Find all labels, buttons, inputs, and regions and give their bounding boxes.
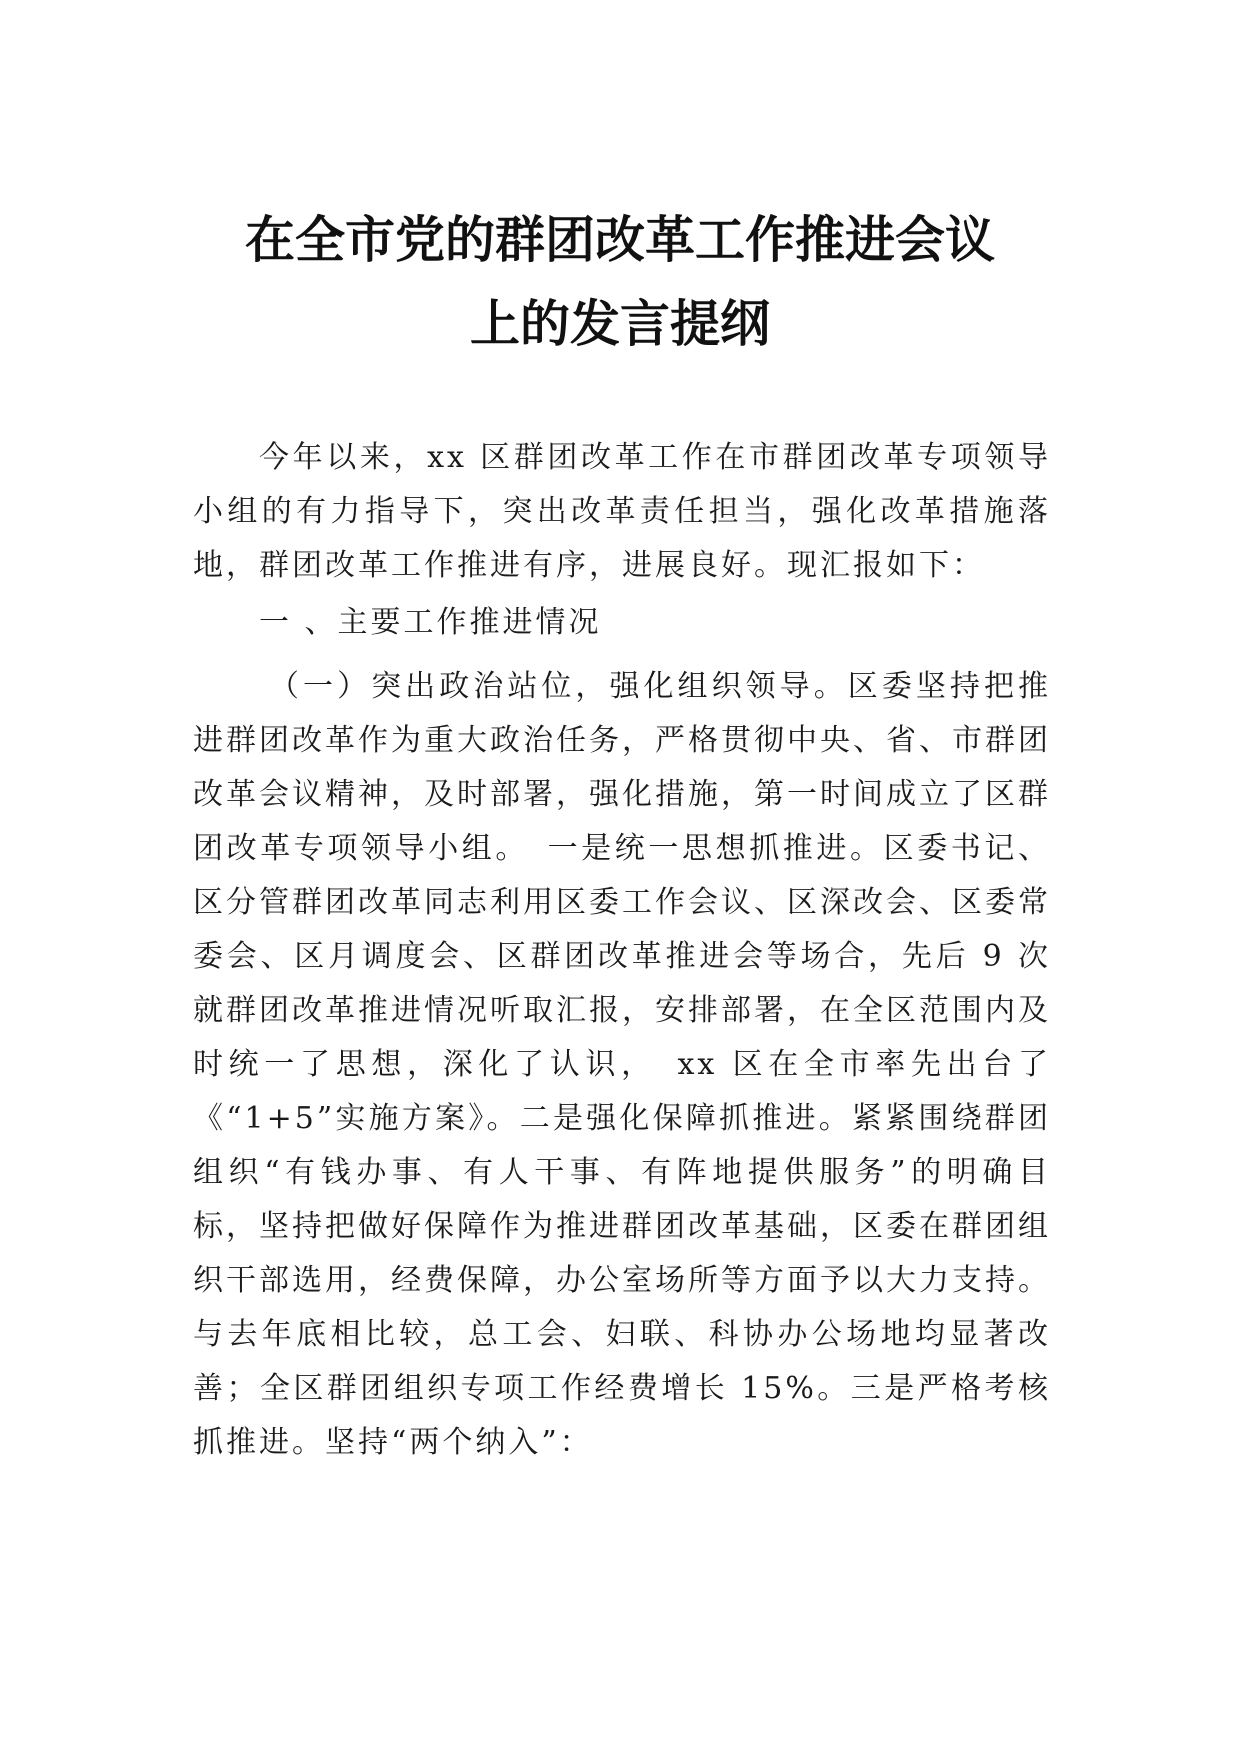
intro-paragraph: 今年以来，xx 区群团改革工作在市群团改革专项领导小组的有力指导下，突出改革责任担当，强化改革措施落地，群团改革工作推进有序，进展良好。现汇报如下： (193, 440, 1051, 583)
document-title (0, 198, 1240, 366)
title-line-1: 在全市党的群团改革工作推进会议 (245, 211, 995, 269)
section-heading-block (193, 596, 1051, 650)
intro-paragraph-block (193, 431, 1051, 593)
section-heading: 一 、主要工作推进情况 (259, 605, 602, 640)
title-line-2: 上的发言提纲 (470, 295, 770, 353)
section1-paragraph-block (193, 660, 1051, 1470)
section1-paragraph: （一）突出政治站位，强化组织领导。区委坚持把推进群团改革作为重大政治任务，严格贯彻中央、省、市群团改革会议精神，及时部署，强化措施，第一时间成立了区群团改革专项领导小组。 一是统一思想抓推进。区委书记、区分管群团改革同志利用区委工作会议、区深改会、区委常委会、区月调度会、区群团改革推进会等场合，先后 9 次就群团改革推进情况听取汇报，安排部署，在全区范围内及时统一了思想，深化了认识， xx 区在全市率先出台了《“1+5”实施方案》。二是强化保障抓推进。紧紧围绕群团组织“有钱办事、有人干事、有阵地提供服务”的明确目标，坚持把做好保障作为推进群团改革基础，区委在群团组织干部选用，经费保障，办公室场所等方面予以大力支持。与去年底相比较，总工会、妇联、科协办公场地均显著改善；全区群团组织专项工作经费增长 15%。三是严格考核抓推进。坚持“两个纳入”： (193, 669, 1051, 1460)
